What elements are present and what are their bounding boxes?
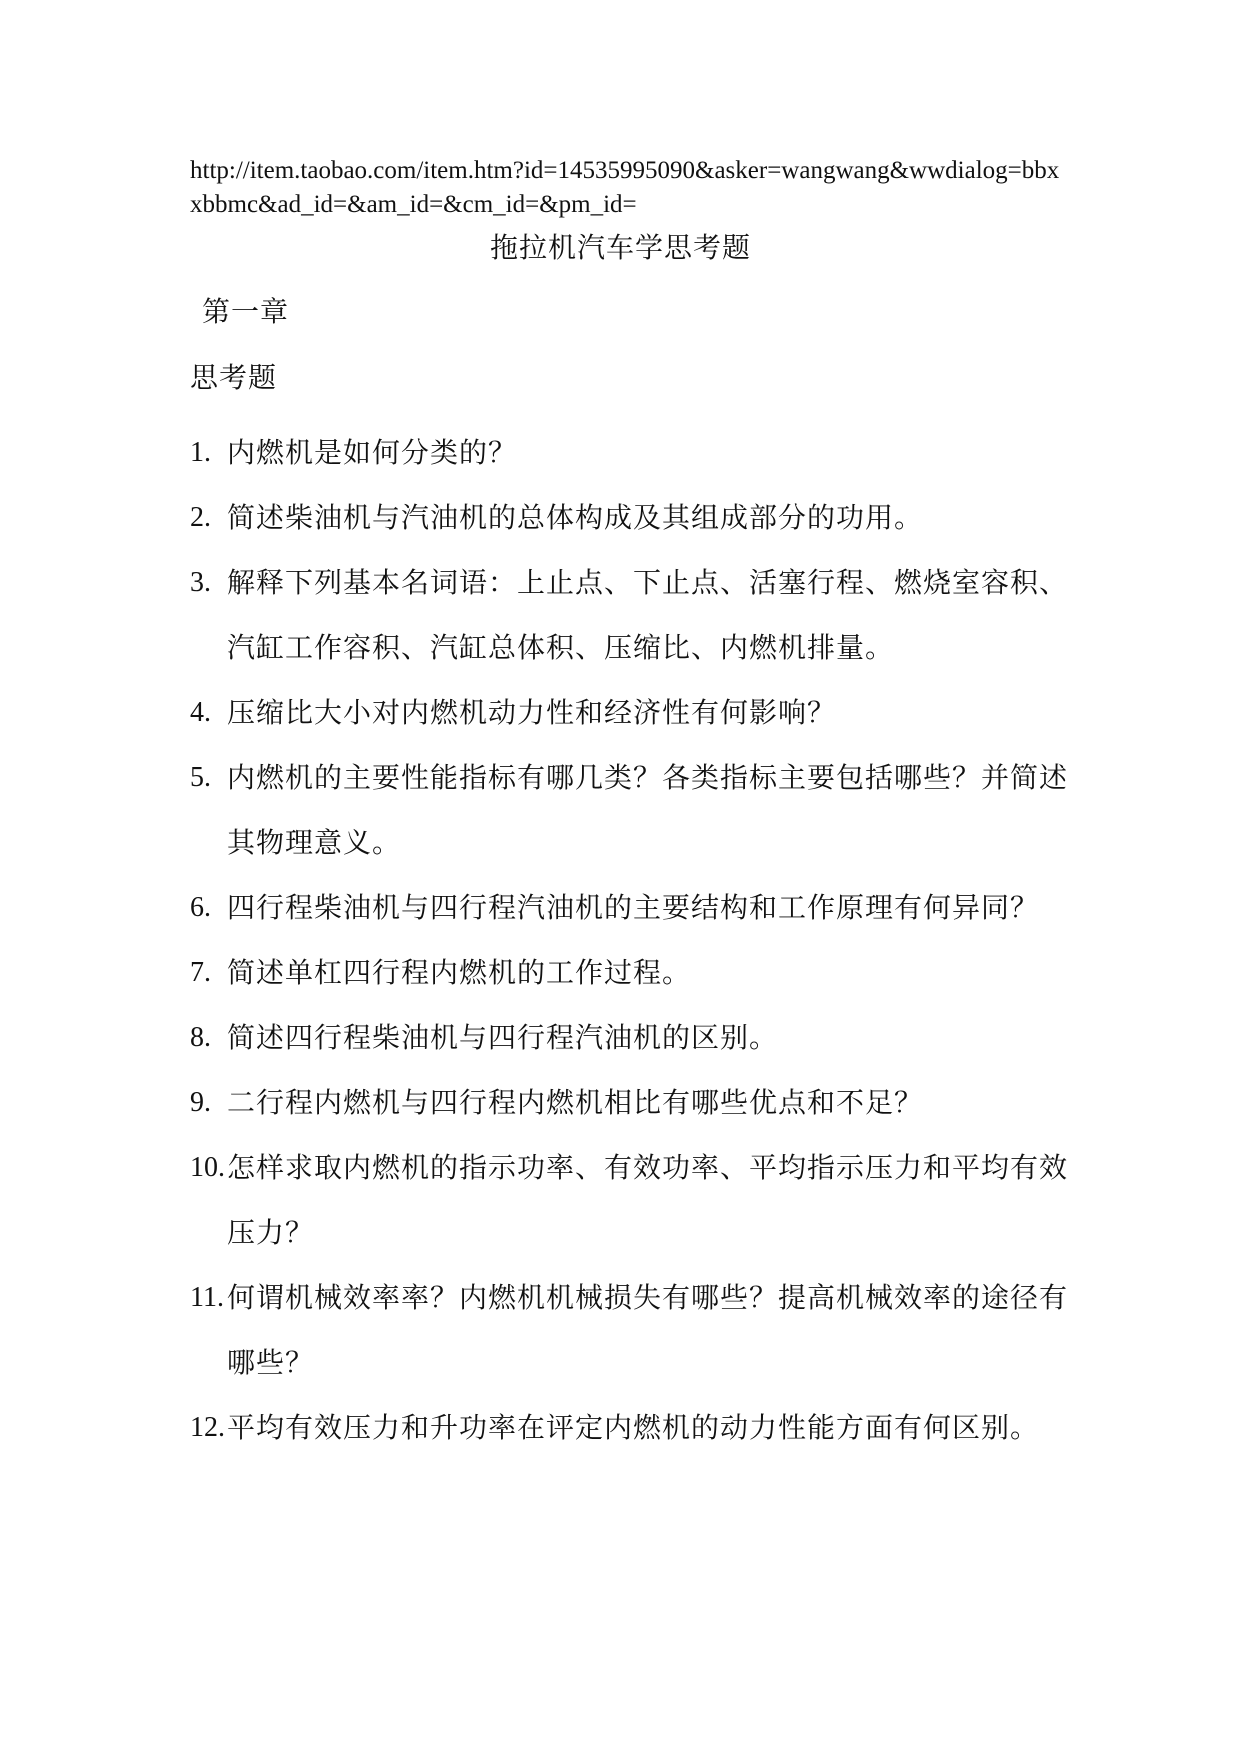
question-item — [190, 550, 1070, 680]
question-text: 二行程内燃机与四行程内燃机相比有哪些优点和不足？ — [227, 1086, 924, 1119]
question-item — [190, 1070, 1070, 1135]
question-item — [190, 485, 1070, 550]
question-number: 3. — [190, 567, 211, 598]
question-text: 怎样求取内燃机的指示功率、有效功率、平均指示压力和平均有效压力？ — [227, 1151, 1069, 1249]
question-item — [190, 745, 1070, 875]
question-text: 简述单杠四行程内燃机的工作过程。 — [227, 956, 692, 989]
question-number: 5. — [190, 762, 211, 793]
question-number: 2. — [190, 502, 211, 533]
question-item — [190, 1395, 1070, 1460]
question-number: 11. — [190, 1282, 224, 1313]
question-item — [190, 680, 1070, 745]
question-number: 7. — [190, 957, 211, 988]
question-text: 平均有效压力和升功率在评定内燃机的动力性能方面有何区别。 — [227, 1411, 1040, 1444]
question-number: 9. — [190, 1087, 211, 1118]
url-text: http://item.taobao.com/item.htm?id=14535995090&asker=wangwang&wwdialog=bbxxbbmc&ad_id=&am_id=&cm_id=&pm_id= — [190, 157, 1060, 218]
question-item — [190, 420, 1070, 485]
question-item — [190, 1135, 1070, 1265]
question-number: 6. — [190, 892, 211, 923]
question-text: 简述四行程柴油机与四行程汽油机的区别。 — [227, 1021, 779, 1054]
question-number: 4. — [190, 697, 211, 728]
question-item — [190, 940, 1070, 1005]
question-text: 解释下列基本名词语：上止点、下止点、活塞行程、燃烧室容积、汽缸工作容积、汽缸总体积、压缩比、内燃机排量。 — [227, 566, 1069, 664]
question-number: 1. — [190, 437, 211, 468]
question-number: 12. — [190, 1412, 225, 1443]
question-text: 何谓机械效率率？内燃机机械损失有哪些？提高机械效率的途径有哪些？ — [227, 1281, 1069, 1379]
question-number: 8. — [190, 1022, 211, 1053]
section-heading: 思考题 — [190, 361, 278, 394]
question-text: 内燃机的主要性能指标有哪几类？各类指标主要包括哪些？并简述其物理意义。 — [227, 761, 1069, 859]
chapter-heading: 第一章 — [202, 295, 290, 328]
question-item — [190, 1005, 1070, 1070]
question-text: 内燃机是如何分类的？ — [227, 436, 518, 469]
question-list — [190, 420, 1070, 1460]
document-title: 拖拉机汽车学思考题 — [489, 231, 751, 264]
question-item — [190, 1265, 1070, 1395]
question-text: 简述柴油机与汽油机的总体构成及其组成部分的功用。 — [227, 501, 924, 534]
question-text: 压缩比大小对内燃机动力性和经济性有何影响？ — [227, 696, 837, 729]
question-number: 10. — [190, 1152, 225, 1183]
question-item — [190, 875, 1070, 940]
question-text: 四行程柴油机与四行程汽油机的主要结构和工作原理有何异同？ — [227, 891, 1040, 924]
